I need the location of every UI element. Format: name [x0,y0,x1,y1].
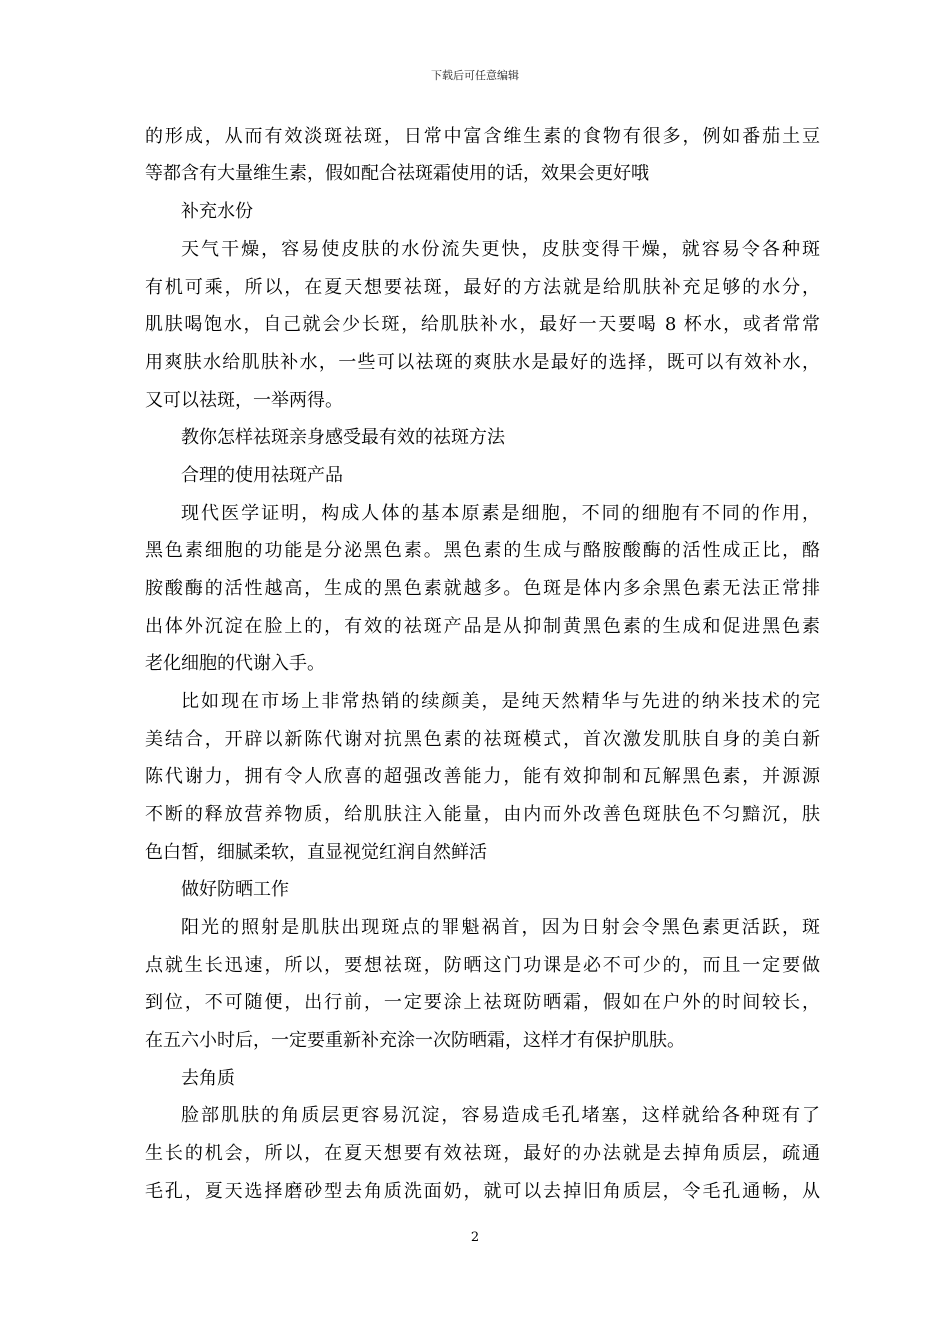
text-line: 点就生长迅速，所以，要想祛斑，防晒这门功课是必不可少的，而且一定要做 [145,955,820,976]
text-line: 用爽肤水给肌肤补水，一些可以祛斑的爽肤水是最好的选择，既可以有效补水， [145,352,820,373]
text-line: 现代医学证明，构成人体的基本原素是细胞，不同的细胞有不同的作用， [181,503,820,524]
text-line: 胺酸酶的活性越高，生成的黑色素就越多。色斑是体内多余黑色素无法正常排 [145,578,820,599]
text-line: 色白皙，细腻柔软，直显视觉红润自然鲜活 [145,842,487,863]
text-line: 出体外沉淀在脸上的，有效的祛斑产品是从抑制黄黑色素的生成和促进黑色素 [145,616,820,637]
text-line: 天气干燥，容易使皮肤的水份流失更快，皮肤变得干燥，就容易令各种斑 [181,239,820,260]
text-line: 毛孔，夏天选择磨砂型去角质洗面奶，就可以去掉旧角质层，令毛孔通畅，从 [145,1181,820,1202]
section-heading: 合理的使用祛斑产品 [181,465,343,486]
section-heading: 做好防晒工作 [181,879,289,900]
text-line: 不断的释放营养物质，给肌肤注入能量，由内而外改善色斑肤色不匀黯沉，肤 [145,804,820,825]
text-line: 的形成，从而有效淡斑祛斑，日常中富含维生素的食物有很多，例如番茄土豆 [145,126,820,147]
text-line: 比如现在市场上非常热销的续颜美，是纯天然精华与先进的纳米技术的完 [181,691,820,712]
text-line: 有机可乘，所以，在夏天想要祛斑，最好的方法就是给肌肤补充足够的水分， [145,277,820,298]
text-line: 黑色素细胞的功能是分泌黑色素。黑色素的生成与酪胺酸酶的活性成正比，酪 [145,540,820,561]
text-line: 到位，不可随便，出行前，一定要涂上祛斑防晒霜，假如在户外的时间较长， [145,992,820,1013]
text-line: 美结合，开辟以新陈代谢对抗黑色素的祛斑模式，首次激发肌肤自身的美白新 [145,729,820,750]
text-line: 阳光的照射是肌肤出现斑点的罪魁祸首，因为日射会令黑色素更活跃，斑 [181,917,820,938]
text-line: 肌肤喝饱水，自己就会少长斑，给肌肤补水，最好一天要喝 8 杯水，或者常常 [145,314,820,335]
page-number: 2 [470,1230,480,1245]
text-line: 又可以祛斑，一举两得。 [145,390,343,411]
section-heading: 去角质 [181,1068,235,1089]
section-heading: 教你怎样祛斑亲身感受最有效的祛斑方法 [181,427,505,448]
section-heading: 补充水份 [181,201,253,222]
text-line: 老化细胞的代谢入手。 [145,653,325,674]
text-line: 在五六小时后，一定要重新补充涂一次防晒霜，这样才有保护肌肤。 [145,1030,685,1051]
text-line: 陈代谢力，拥有令人欣喜的超强改善能力，能有效抑制和瓦解黑色素，并源源 [145,766,820,787]
text-line: 生长的机会，所以，在夏天想要有效祛斑，最好的办法就是去掉角质层，疏通 [145,1143,820,1164]
page-header: 下载后可任意编辑 [431,69,519,82]
text-line: 等都含有大量维生素，假如配合祛斑霜使用的话，效果会更好哦 [145,163,649,184]
text-line: 脸部肌肤的角质层更容易沉淀，容易造成毛孔堵塞，这样就给各种斑有了 [181,1105,820,1126]
